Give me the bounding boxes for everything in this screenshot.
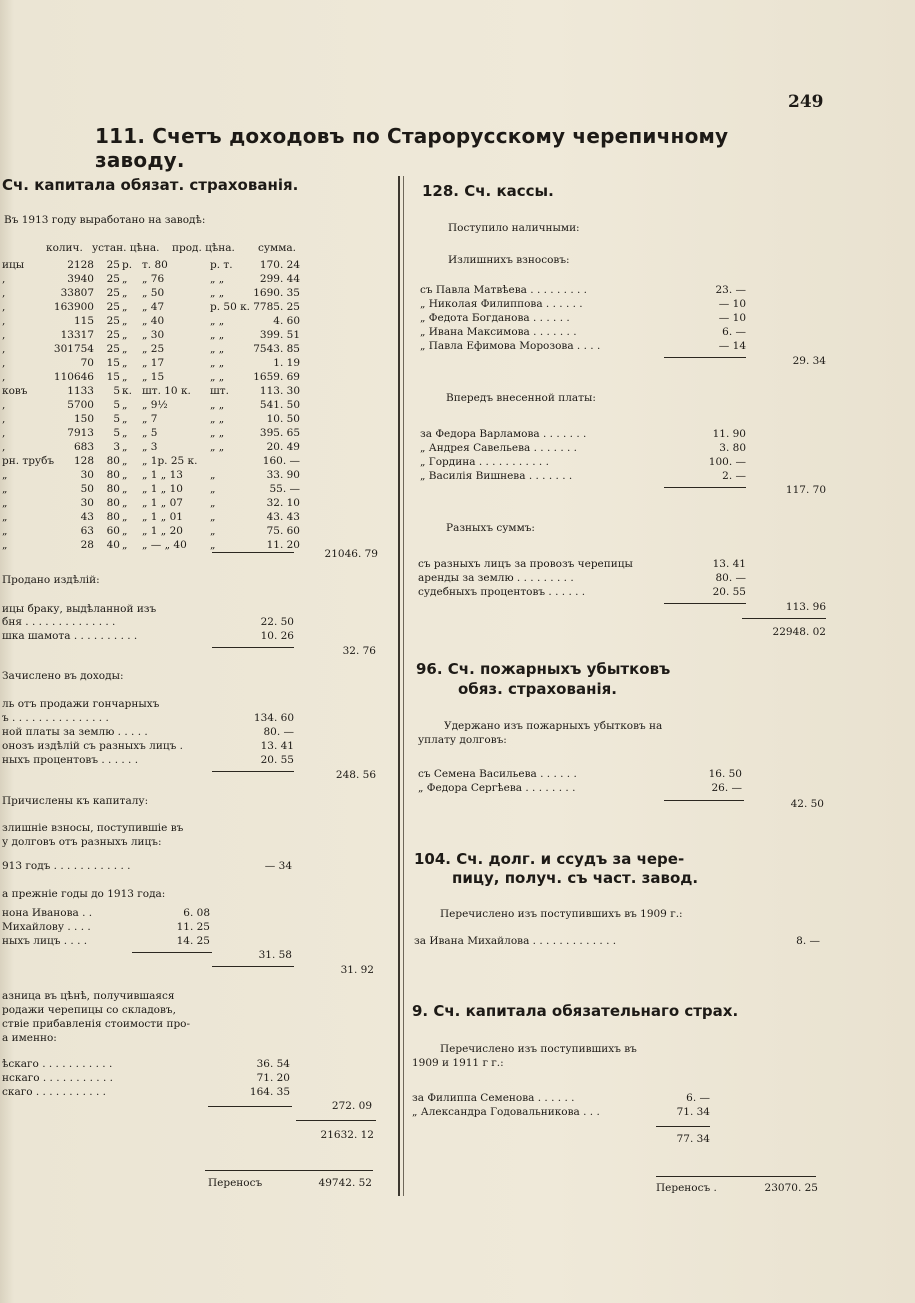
production-cell-s: 1659. 69 <box>253 371 300 383</box>
credited-value: 80. — <box>263 726 294 738</box>
advance-row: „ Василія Вишнева . . . . . . . <box>420 470 573 482</box>
production-cell-s: 43. 43 <box>266 511 300 523</box>
production-cell-l: , <box>2 273 6 285</box>
prev-total: 31. 92 <box>340 964 374 976</box>
production-cell-s: 170. 24 <box>259 259 300 271</box>
production-cell-s: 299. 44 <box>259 273 300 285</box>
production-cell-a: 80 <box>106 483 120 495</box>
production-cell-l: , <box>2 413 6 425</box>
credited-row: ной платы за землю . . . . . <box>2 726 148 738</box>
production-cell-c: „ 17 <box>142 357 165 369</box>
production-cell-l: , <box>2 427 6 439</box>
section-96-heading: 96. Сч. пожарныхъ убытковъ <box>416 660 671 678</box>
production-total: 21046. 79 <box>324 548 378 560</box>
excess-value: 23. — <box>715 284 746 296</box>
credited-row: ныхъ процентовъ . . . . . . <box>2 754 139 766</box>
production-cell-q: 13317 <box>60 329 94 341</box>
production-cell-a: 5 <box>113 399 120 411</box>
credited-value: 13. 41 <box>260 740 294 752</box>
production-cell-s: 1690. 35 <box>253 287 300 299</box>
prev-value: 11. 25 <box>176 921 210 933</box>
sold-value: 10. 26 <box>260 630 294 642</box>
production-cell-b: „ <box>122 343 128 355</box>
production-cell-d: „ „ <box>210 427 225 439</box>
various-value: 20. 55 <box>712 586 746 598</box>
production-cell-l: , <box>2 399 6 411</box>
various-total: 113. 96 <box>785 601 826 613</box>
year-1913-label: 913 годъ . . . . . . . . . . . . <box>2 860 131 872</box>
production-cell-l: , <box>2 343 6 355</box>
capital-text: у долговъ отъ разныхъ лицъ: <box>2 836 162 848</box>
rule <box>664 487 746 488</box>
production-cell-a: 80 <box>106 497 120 509</box>
production-cell-a: 5 <box>113 427 120 439</box>
various-heading: Разныхъ суммъ: <box>446 522 535 534</box>
production-cell-l: , <box>2 441 6 453</box>
credited-row: ъ . . . . . . . . . . . . . . . <box>2 712 109 724</box>
section-96-value: 26. — <box>711 782 742 794</box>
page-title: 111. Счетъ доходовъ по Старорусскому черепичному заводу. <box>95 124 729 172</box>
production-cell-a: 5 <box>113 413 120 425</box>
col-header-price: устан. цѣна. <box>92 242 160 254</box>
various-value: 13. 41 <box>712 558 746 570</box>
production-cell-c: „ 7 <box>142 413 158 425</box>
left-heading: Сч. капитала обязат. страхованія. <box>2 176 299 194</box>
production-cell-b: „ <box>122 301 128 313</box>
production-cell-d: шт. <box>210 385 229 397</box>
production-cell-a: 80 <box>106 469 120 481</box>
section-96-total: 42. 50 <box>790 798 824 810</box>
diff-value: 36. 54 <box>256 1058 290 1070</box>
production-cell-d: „ „ <box>210 357 225 369</box>
rule <box>212 966 294 967</box>
credited-total: 248. 56 <box>335 769 376 781</box>
production-cell-l: , <box>2 301 6 313</box>
diff-total: 272. 09 <box>331 1100 372 1112</box>
prev-subtotal: 31. 58 <box>258 949 292 961</box>
production-cell-l: „ <box>2 469 8 481</box>
excess-row: съ Павла Матвѣева . . . . . . . . . <box>420 284 588 296</box>
rule <box>212 771 294 772</box>
production-cell-a: 5 <box>113 385 120 397</box>
production-cell-c: „ 3 <box>142 441 158 453</box>
production-cell-a: 15 <box>106 371 120 383</box>
section-96-row: съ Семена Васильева . . . . . . <box>418 768 577 780</box>
section-96-heading-cont: обяз. страхованія. <box>458 680 617 698</box>
section-9-row: за Филиппа Семенова . . . . . . <box>412 1092 575 1104</box>
excess-row: „ Федота Богданова . . . . . . <box>420 312 570 324</box>
rule <box>205 1170 373 1171</box>
sold-row: ицы браку, выдѣланной изъ <box>2 603 157 615</box>
production-cell-q: 150 <box>73 413 94 425</box>
production-cell-b: „ <box>122 399 128 411</box>
excess-value: — 14 <box>718 340 746 352</box>
production-cell-q: 70 <box>80 357 94 369</box>
production-cell-q: 63 <box>80 525 94 537</box>
production-cell-d: „ „ <box>210 371 225 383</box>
production-cell-s: 20. 49 <box>266 441 300 453</box>
section-104-value: 8. — <box>796 935 820 947</box>
production-cell-c: шт. 10 к. <box>142 385 191 397</box>
diff-value: 164. 35 <box>249 1086 290 1098</box>
production-cell-d: „ „ <box>210 413 225 425</box>
production-cell-c: „ 1 „ 01 <box>142 511 183 523</box>
advance-row: за Федора Варламова . . . . . . . <box>420 428 587 440</box>
credited-row: онозъ издѣлій съ разныхъ лицъ . <box>2 740 183 752</box>
production-cell-d: р. т. <box>210 259 233 271</box>
production-cell-c: т. 80 <box>142 259 168 271</box>
production-cell-d: „ <box>210 539 216 551</box>
production-cell-b: „ <box>122 511 128 523</box>
production-cell-b: „ <box>122 315 128 327</box>
page-number: 249 <box>788 92 824 112</box>
advance-heading: Впередъ внесенной платы: <box>446 392 596 404</box>
diff-text: родажи черепицы со складовъ, <box>2 1004 176 1016</box>
rule <box>296 1120 376 1121</box>
production-cell-q: 115 <box>73 315 94 327</box>
production-cell-c: „ 30 <box>142 329 165 341</box>
production-cell-l: ицы <box>2 259 25 271</box>
sold-heading: Продано издѣлій: <box>2 574 100 586</box>
production-cell-s: 1. 19 <box>273 357 300 369</box>
production-cell-c: „ 47 <box>142 301 165 313</box>
production-cell-l: , <box>2 329 6 341</box>
production-cell-a: 80 <box>106 455 120 467</box>
production-cell-l: , <box>2 315 6 327</box>
excess-total: 29. 34 <box>792 355 826 367</box>
production-cell-c: „ — „ 40 <box>142 539 187 551</box>
diff-text: а именно: <box>2 1032 57 1044</box>
production-cell-d: „ <box>210 497 216 509</box>
col-header-cost: прод. цѣна. <box>172 242 235 254</box>
excess-heading: Излишнихъ взносовъ: <box>448 254 570 266</box>
production-cell-a: 25 <box>106 287 120 299</box>
production-cell-s: 541. 50 <box>259 399 300 411</box>
production-cell-s: 113. 30 <box>259 385 300 397</box>
column-divider <box>398 176 400 1196</box>
production-cell-l: „ <box>2 525 8 537</box>
production-cell-s: 55. — <box>269 483 300 495</box>
col-header-sum: сумма. <box>258 242 296 254</box>
production-cell-d: „ <box>210 483 216 495</box>
carry-label: Переносъ <box>208 1177 263 1189</box>
production-cell-b: „ <box>122 483 128 495</box>
production-cell-b: „ <box>122 413 128 425</box>
advance-value: 100. — <box>708 456 746 468</box>
column-divider-inner <box>403 176 404 1196</box>
production-cell-s: 395. 65 <box>259 427 300 439</box>
production-cell-l: ковъ <box>2 385 28 397</box>
production-cell-l: , <box>2 357 6 369</box>
production-cell-a: 80 <box>106 511 120 523</box>
production-cell-d: „ <box>210 525 216 537</box>
production-cell-b: „ <box>122 441 128 453</box>
production-cell-q: 163900 <box>53 301 94 313</box>
production-cell-c: „ 50 <box>142 287 165 299</box>
production-cell-b: „ <box>122 427 128 439</box>
production-cell-q: 683 <box>73 441 94 453</box>
left-grand-total: 21632. 12 <box>320 1129 374 1141</box>
production-cell-a: 25 <box>106 329 120 341</box>
production-cell-l: рн. трубъ <box>2 455 55 467</box>
prev-value: 14. 25 <box>176 935 210 947</box>
production-cell-q: 7913 <box>67 427 94 439</box>
various-value: 80. — <box>715 572 746 584</box>
excess-value: 6. — <box>722 326 746 338</box>
production-cell-b: „ <box>122 329 128 341</box>
left-intro: Въ 1913 году выработано на заводѣ: <box>4 214 206 226</box>
credited-heading: Зачислено въ доходы: <box>2 670 124 682</box>
production-cell-a: 60 <box>106 525 120 537</box>
production-cell-b: к. <box>122 385 132 397</box>
section-9-total: 77. 34 <box>676 1133 710 1145</box>
production-cell-q: 50 <box>80 483 94 495</box>
production-cell-s: 7785. 25 <box>253 301 300 313</box>
production-cell-d: „ <box>210 511 216 523</box>
sold-total: 32. 76 <box>342 645 376 657</box>
production-cell-s: 160. — <box>262 455 300 467</box>
production-cell-d: „ „ <box>210 329 225 341</box>
diff-text: ствіе прибавленія стоимости про- <box>2 1018 191 1030</box>
section-9-value: 71. 34 <box>676 1106 710 1118</box>
production-cell-d: „ „ <box>210 273 225 285</box>
production-cell-q: 33807 <box>60 287 94 299</box>
production-cell-l: „ <box>2 539 8 551</box>
excess-value: — 10 <box>718 298 746 310</box>
diff-row: ѣскаго . . . . . . . . . . . <box>2 1058 113 1070</box>
production-cell-b: „ <box>122 371 128 383</box>
section-9-heading: 9. Сч. капитала обязательнаго страх. <box>412 1002 739 1020</box>
production-cell-c: „ 1 „ 10 <box>142 483 183 495</box>
production-cell-c: „ 1р. 25 к. <box>142 455 198 467</box>
section-104-text: Перечислено изъ поступившихъ въ 1909 г.: <box>440 908 683 920</box>
rule <box>656 1126 710 1127</box>
credited-value: 20. 55 <box>260 754 294 766</box>
year-1913-value: — 34 <box>264 860 292 872</box>
production-cell-c: „ 40 <box>142 315 165 327</box>
production-cell-d: „ „ <box>210 343 225 355</box>
production-cell-q: 5700 <box>67 399 94 411</box>
production-cell-c: „ 5 <box>142 427 158 439</box>
rule <box>664 603 746 604</box>
rule <box>664 800 744 801</box>
production-cell-a: 25 <box>106 315 120 327</box>
rule <box>132 952 212 953</box>
prev-years-heading: а прежніе годы до 1913 года: <box>2 888 166 900</box>
carry-value: 49742. 52 <box>318 1177 372 1189</box>
production-cell-c: „ 1 „ 13 <box>142 469 183 481</box>
prev-value: 6. 08 <box>183 907 210 919</box>
credited-row: ль отъ продажи гончарныхъ <box>2 698 160 710</box>
production-cell-a: 3 <box>113 441 120 453</box>
section-9-text: Перечислено изъ поступившихъ въ <box>440 1043 637 1055</box>
production-cell-s: 7543. 85 <box>253 343 300 355</box>
section-9-text: 1909 и 1911 г г.: <box>412 1057 504 1069</box>
production-cell-q: 30 <box>80 497 94 509</box>
production-cell-b: „ <box>122 273 128 285</box>
various-row: судебныхъ процентовъ . . . . . . <box>418 586 586 598</box>
production-cell-s: 399. 51 <box>259 329 300 341</box>
production-cell-b: „ <box>122 357 128 369</box>
section-104-heading: 104. Сч. долг. и ссудъ за чере- <box>414 850 685 868</box>
section-128-heading: 128. Сч. кассы. <box>422 182 554 200</box>
production-cell-l: „ <box>2 483 8 495</box>
section-96-value: 16. 50 <box>708 768 742 780</box>
sold-row: бня . . . . . . . . . . . . . . <box>2 616 116 628</box>
production-cell-b: „ <box>122 469 128 481</box>
rule <box>208 1106 292 1107</box>
production-cell-c: „ 1 „ 20 <box>142 525 183 537</box>
production-cell-d: „ „ <box>210 441 225 453</box>
rule <box>656 1176 816 1177</box>
diff-row: нскаго . . . . . . . . . . . <box>2 1072 113 1084</box>
various-row: съ разныхъ лицъ за провозъ черепицы <box>418 558 633 570</box>
excess-value: — 10 <box>718 312 746 324</box>
right-carry-value: 23070. 25 <box>764 1182 818 1194</box>
production-cell-q: 28 <box>80 539 94 551</box>
capital-text: злишніе взносы, поступившіе въ <box>2 822 184 834</box>
production-cell-b: „ <box>122 287 128 299</box>
production-cell-a: 25 <box>106 343 120 355</box>
production-cell-d: „ „ <box>210 399 225 411</box>
production-cell-s: 33. 90 <box>266 469 300 481</box>
production-cell-c: „ 25 <box>142 343 165 355</box>
production-cell-d: „ „ <box>210 287 225 299</box>
excess-row: „ Павла Ефимова Морозова . . . . <box>420 340 601 352</box>
production-cell-b: „ <box>122 539 128 551</box>
prev-row: нона Иванова . . <box>2 907 93 919</box>
production-cell-l: , <box>2 371 6 383</box>
section-104-heading-cont: пицу, получ. съ част. завод. <box>452 869 699 887</box>
rule <box>664 357 746 358</box>
diff-row: скаго . . . . . . . . . . . <box>2 1086 106 1098</box>
advance-value: 11. 90 <box>712 428 746 440</box>
sold-value: 22. 50 <box>260 616 294 628</box>
production-cell-q: 110646 <box>53 371 94 383</box>
advance-value: 3. 80 <box>719 442 746 454</box>
right-carry-label: Переносъ . <box>656 1182 717 1194</box>
production-cell-q: 128 <box>73 455 94 467</box>
production-cell-c: „ 15 <box>142 371 165 383</box>
rule <box>742 618 826 619</box>
production-cell-b: р. <box>122 259 133 271</box>
production-cell-c: „ 1 „ 07 <box>142 497 183 509</box>
production-cell-q: 30 <box>80 469 94 481</box>
production-cell-s: 10. 50 <box>266 413 300 425</box>
prev-row: ныхъ лицъ . . . . <box>2 935 88 947</box>
production-cell-a: 25 <box>106 273 120 285</box>
section-9-value: 6. — <box>686 1092 710 1104</box>
advance-row: „ Андрея Савельева . . . . . . . <box>420 442 578 454</box>
production-cell-a: 25 <box>106 259 120 271</box>
section-96-text: Удержано изъ пожарныхъ убытковъ на <box>444 720 663 732</box>
production-cell-q: 301754 <box>53 343 94 355</box>
section-96-text: уплату долговъ: <box>418 734 507 746</box>
prev-row: Михайлову . . . . <box>2 921 91 933</box>
capital-heading: Причислены къ капиталу: <box>2 795 149 807</box>
production-cell-a: 15 <box>106 357 120 369</box>
credited-value: 134. 60 <box>253 712 294 724</box>
section-9-row: „ Александра Годовальникова . . . <box>412 1106 600 1118</box>
production-cell-c: „ 76 <box>142 273 165 285</box>
production-cell-q: 2128 <box>67 259 94 271</box>
diff-value: 71. 20 <box>256 1072 290 1084</box>
sold-row: шка шамота . . . . . . . . . . <box>2 630 138 642</box>
production-cell-l: „ <box>2 497 8 509</box>
excess-row: „ Ивана Максимова . . . . . . . <box>420 326 577 338</box>
production-cell-d: „ „ <box>210 315 225 327</box>
production-cell-q: 3940 <box>67 273 94 285</box>
advance-value: 2. — <box>722 470 746 482</box>
production-cell-d: р. 50 к. <box>210 301 250 313</box>
production-cell-s: 11. 20 <box>266 539 300 551</box>
diff-text: азница въ цѣнѣ, получившаяся <box>2 990 175 1002</box>
production-cell-b: „ <box>122 497 128 509</box>
various-row: аренды за землю . . . . . . . . . <box>418 572 574 584</box>
section-104-row: за Ивана Михайлова . . . . . . . . . . . . . <box>414 935 617 947</box>
production-cell-b: „ <box>122 455 128 467</box>
production-cell-s: 32. 10 <box>266 497 300 509</box>
production-cell-c: „ 9½ <box>142 399 168 411</box>
production-cell-a: 25 <box>106 301 120 313</box>
excess-row: „ Николая Филиппова . . . . . . <box>420 298 583 310</box>
production-cell-l: „ <box>2 511 8 523</box>
production-cell-q: 1133 <box>67 385 94 397</box>
cash-heading: Поступило наличными: <box>448 222 580 234</box>
production-cell-q: 43 <box>80 511 94 523</box>
advance-row: „ Гордина . . . . . . . . . . . <box>420 456 549 468</box>
cash-total: 22948. 02 <box>772 626 826 638</box>
production-cell-d: „ <box>210 469 216 481</box>
production-cell-l: , <box>2 287 6 299</box>
rule <box>212 552 294 553</box>
section-96-row: „ Федора Сергѣева . . . . . . . . <box>418 782 576 794</box>
production-cell-a: 40 <box>106 539 120 551</box>
rule <box>212 647 294 648</box>
production-cell-s: 75. 60 <box>266 525 300 537</box>
col-header-qty: колич. <box>46 242 83 254</box>
production-cell-s: 4. 60 <box>273 315 300 327</box>
advance-total: 117. 70 <box>785 484 826 496</box>
production-cell-b: „ <box>122 525 128 537</box>
